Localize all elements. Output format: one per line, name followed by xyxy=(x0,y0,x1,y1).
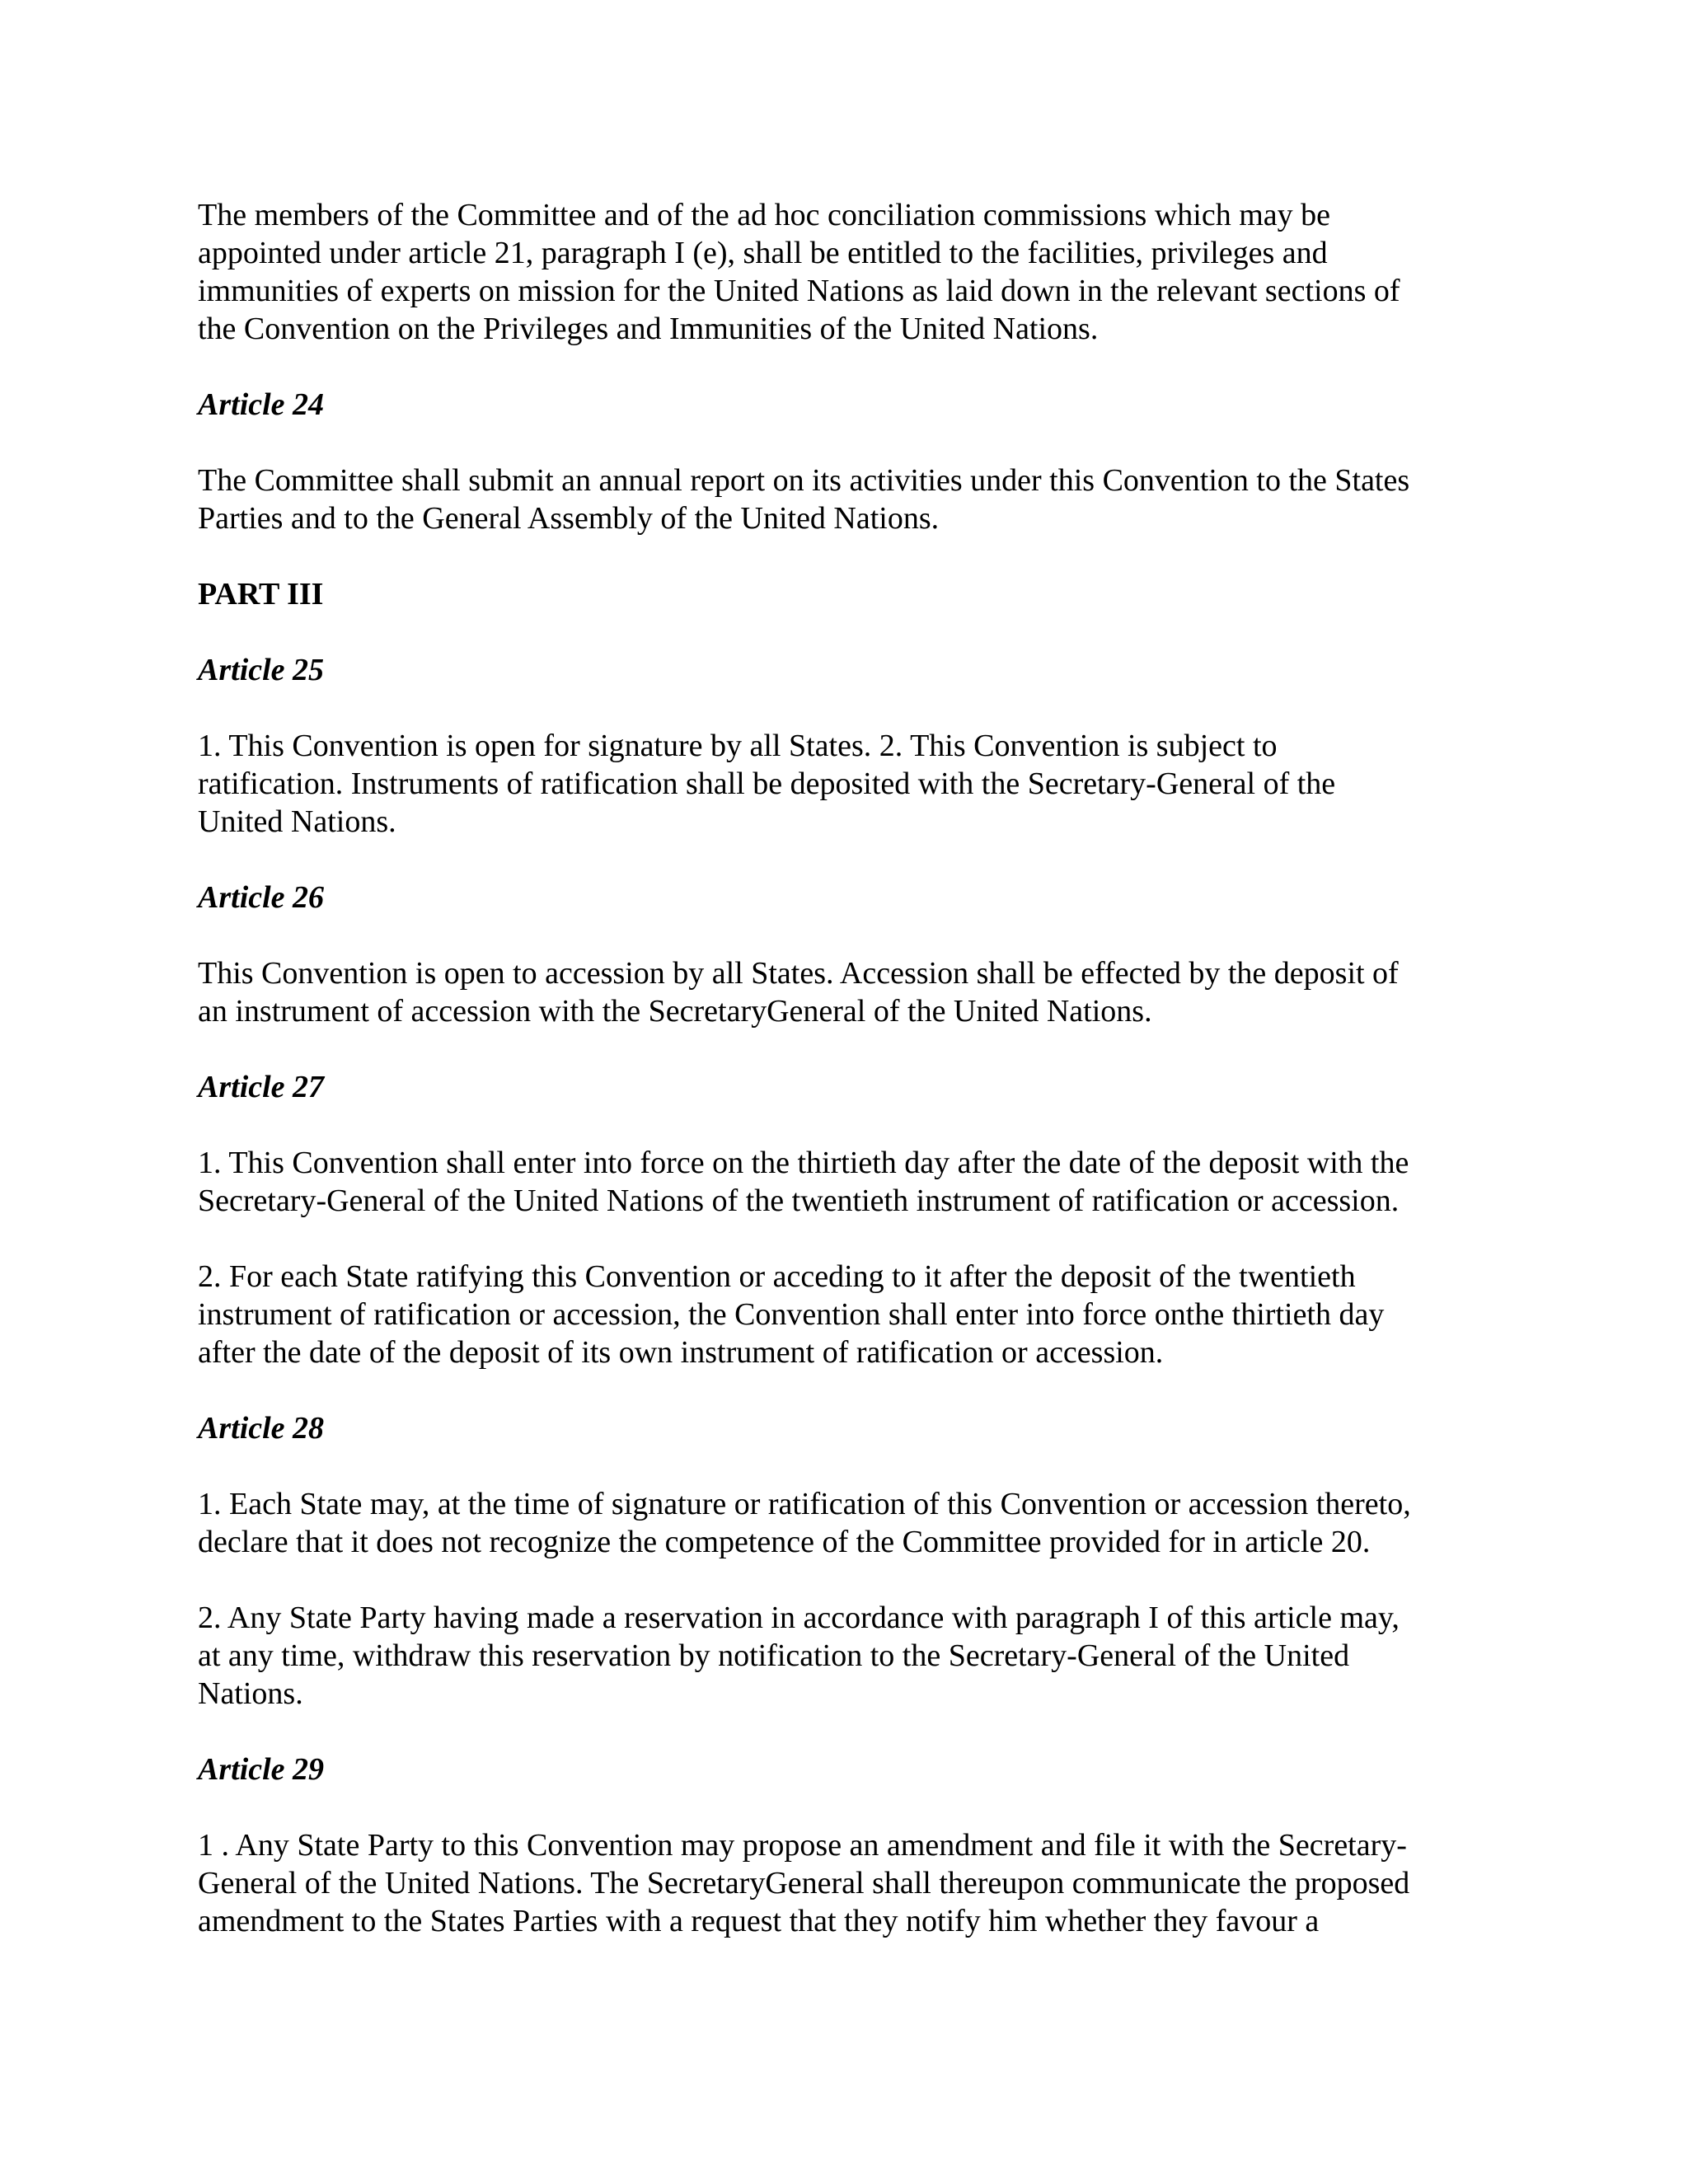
article-28-heading: Article 28 xyxy=(198,1411,325,1446)
text-line: amendment to the States Parties with a request that they notify him whether they favour a xyxy=(198,1904,1320,1938)
article-24-paragraph xyxy=(198,462,1525,537)
article-27-paragraph-2 xyxy=(198,1258,1525,1371)
text-line: the Convention on the Privileges and Immunities of the United Nations. xyxy=(198,312,1099,346)
text-line: United Nations. xyxy=(198,804,396,839)
article-28-paragraph-1 xyxy=(198,1485,1525,1561)
text-line: 1. This Convention shall enter into force on the thirtieth day after the date of the deposit with the xyxy=(198,1146,1409,1180)
article-26-paragraph xyxy=(198,954,1525,1030)
text-line: at any time, withdraw this reservation by notification to the Secretary-General of the United xyxy=(198,1638,1350,1673)
text-line: instrument of ratification or accession, the Convention shall enter into force onthe thirtieth day xyxy=(198,1297,1385,1332)
text-line: 1. This Convention is open for signature by all States. 2. This Convention is subject to xyxy=(198,729,1278,763)
article-25-paragraph xyxy=(198,727,1525,841)
article-29-heading: Article 29 xyxy=(198,1752,325,1787)
text-line: an instrument of accession with the SecretaryGeneral of the United Nations. xyxy=(198,994,1152,1029)
article-29-paragraph-1 xyxy=(198,1826,1525,1940)
text-line: The members of the Committee and of the ad hoc conciliation commissions which may be xyxy=(198,198,1330,232)
article-27-heading: Article 27 xyxy=(198,1070,325,1104)
text-line: 1 . Any State Party to this Convention may propose an amendment and file it with the Secretary- xyxy=(198,1828,1407,1863)
text-line: Parties and to the General Assembly of the United Nations. xyxy=(198,501,940,536)
text-line: immunities of experts on mission for the United Nations as laid down in the relevant sections of xyxy=(198,274,1400,308)
text-line: appointed under article 21, paragraph I (e), shall be entitled to the facilities, privileges and xyxy=(198,236,1328,270)
text-line: declare that it does not recognize the competence of the Committee provided for in article 20. xyxy=(198,1525,1371,1559)
text-line: 2. For each State ratifying this Convention or acceding to it after the deposit of the twentieth xyxy=(198,1259,1356,1294)
text-line: The Committee shall submit an annual report on its activities under this Convention to the States xyxy=(198,463,1410,498)
text-line: 1. Each State may, at the time of signature or ratification of this Convention or accession thereto, xyxy=(198,1487,1411,1521)
article-28-paragraph-2 xyxy=(198,1599,1525,1713)
article-24-heading: Article 24 xyxy=(198,387,325,422)
paragraph-committee-privileges xyxy=(198,196,1525,348)
article-26-heading: Article 26 xyxy=(198,880,325,915)
part-iii-heading: PART III xyxy=(198,577,324,612)
text-line: This Convention is open to accession by all States. Accession shall be effected by the deposit of xyxy=(198,956,1399,991)
document-body xyxy=(198,196,1525,1978)
text-line: General of the United Nations. The SecretaryGeneral shall thereupon communicate the proposed xyxy=(198,1866,1410,1900)
text-line: Nations. xyxy=(198,1676,303,1711)
article-25-heading: Article 25 xyxy=(198,653,325,687)
text-line: Secretary-General of the United Nations of the twentieth instrument of ratification or accession. xyxy=(198,1183,1400,1218)
text-line: 2. Any State Party having made a reservation in accordance with paragraph I of this article may, xyxy=(198,1601,1400,1635)
text-line: after the date of the deposit of its own instrument of ratification or accession. xyxy=(198,1335,1164,1370)
text-line: ratification. Instruments of ratification shall be deposited with the Secretary-General of the xyxy=(198,766,1336,801)
article-27-paragraph-1 xyxy=(198,1144,1525,1220)
